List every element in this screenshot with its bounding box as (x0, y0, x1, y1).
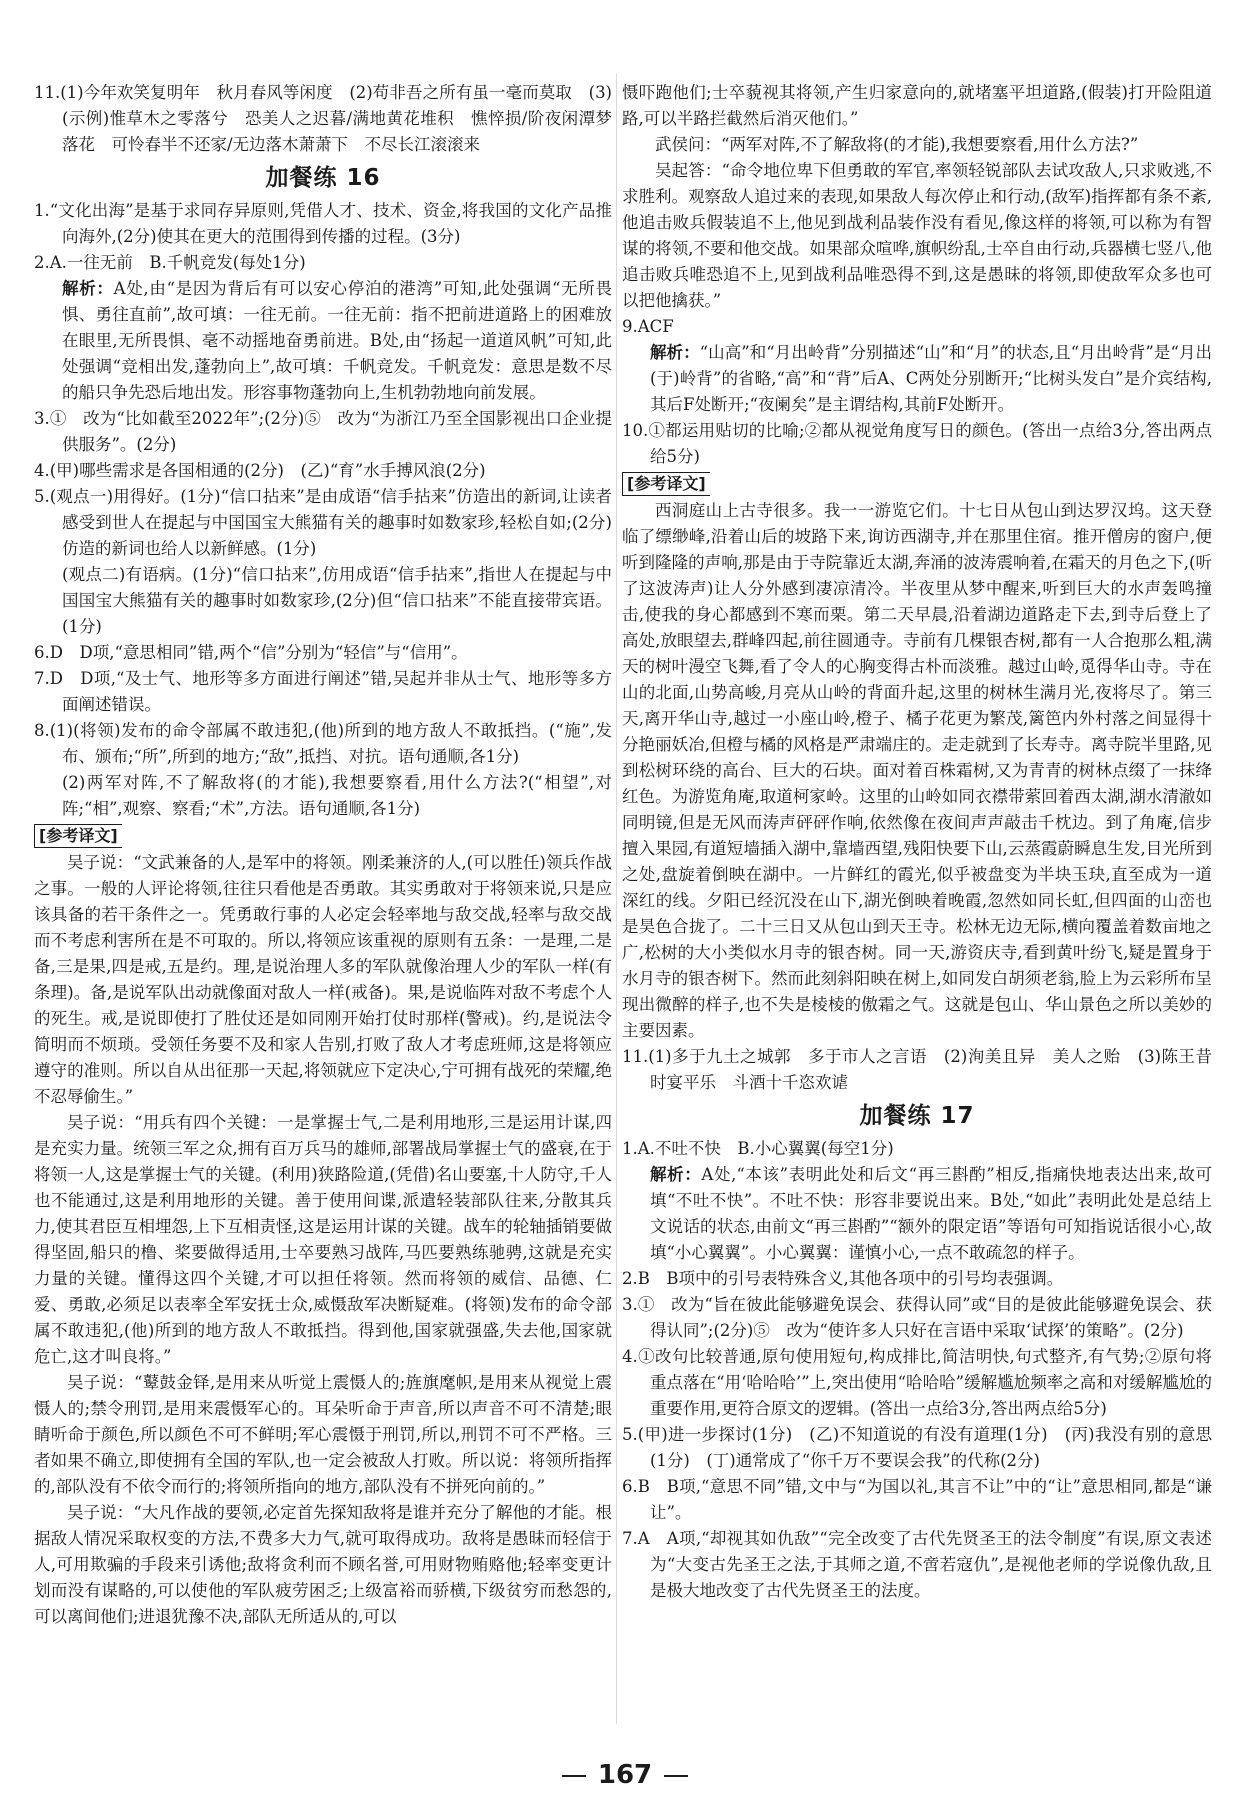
q5-view2: (观点二)有语病。(1分)“信口拈来”,仿用成语“信手拈来”,指世人在提起与中国国宝大熊猫有关的趣事时如数家珍,(2分)但“信口拈来”不能直接带宾语。(1分) (62, 565, 612, 636)
r1-analysis (622, 1162, 1212, 1266)
analysis-label: 解析： (62, 279, 114, 298)
r6-answer: 6.B B项,“意思不同”错,文中与“为国以礼,其言不让”中的“让”意思相同,都是“谦让”。 (622, 1477, 1212, 1522)
dash-left (562, 1775, 586, 1777)
q9-analysis-text: “山高”和“月出岭背”分别描述“山”和“月”的状态,且“月出岭背”是“月出(于)岭背”的省略,“高”和“背”后A、C两处分别断开;“比树头发白”是介宾结构,其后F处断开;“夜阑矣”是主谓结构,其前F处断开。 (650, 343, 1212, 414)
r1-answer: 1.A.不吐不快 B.小心翼翼(每空1分) (622, 1139, 894, 1158)
r4-answer: 4.①改句比较普通,原句使用短句,构成排比,简洁明快,句式整齐,有气势;②原句将重点落在“用‘哈哈哈’”上,突出使用“哈哈哈”缓解尴尬频率之高和对缓解尴尬的重要作用,更符合原文的逻辑。(答出一点给3分,答出两点给5分) (622, 1347, 1212, 1418)
q10-answer: 10.①都运用贴切的比喻;②都从视觉角度写日的颜色。(答出一点给3分,答出两点给5分) (622, 421, 1212, 466)
translation-poem-prose: 西洞庭山上古寺很多。我一一游览它们。十七日从包山到达罗汉坞。这天登临了缥缈峰,沿着山后的坡路下来,询访西湖寺,并在那里住宿。推开僧房的窗户,便听到隆隆的声响,那是由于寺院靠近太湖,奔涌的波涛震响着,在霜天的月色之下,(听了这波涛声)让人分外感到凄凉清冷。半夜里从梦中醒来,听到巨大的水声轰鸣撞击,使我的身心都感到不寒而栗。第二天早晨,沿着湖边道路走下去,到寺后登上了高处,放眼望去,群峰四起,前往圆通寺。寺前有几棵银杏树,都有一人合抱那么粗,满天的树叶漫空飞舞,看了令人的心胸变得古朴而淡雅。越过山岭,觅得华山寺。寺在山的北面,山势高峻,月亮从山岭的背面升起,这里的树林生满月光,夜将尽了。第三天,离开华山寺,越过一小座山岭,橙子、橘子花更为繁茂,篱笆内外村落之间显得十分艳丽妖冶,但橙与橘的风格是严肃端庄的。走走就到了长寿寺。离寺院半里路,见到松树环绕的高台、巨大的石块。面对着百株霜树,又为青青的树林点缀了一抹绛红色。为游览角庵,取道柯家岭。这里的山岭如同衣襟带萦回着西太湖,湖水清澈如同明镜,但是无风而涛声砰砰作响,依然像在夜间声声敲击千枕边。到了角庵,信步擅入果园,有道短墙插入湖中,靠墙西望,残阳快要下山,云蒸霞蔚瞬息生发,目光所到之处,盘旋着倒映在湖中。一片鲜红的霞光,似乎被盘变为半块玉玦,直至成为一道深红的线。夕阳已经沉没在山下,湖光倒映着晚霞,忽然如同长虹,但四面的山峦也是昊色合拢了。二十三日又从包山到天王寺。松林无边无际,横向覆盖着数亩地之广,松树的大小类似水月寺的银杏树。同一天,游资庆寺,看到黄叶纷飞,疑是置身于水月寺的银杏树下。然而此刻斜阳映在树上,如同发白胡须老翁,脸上为云彩所布呈现出微醉的样子,也不失是棱棱的傲霜之气。这就是包山、华山景色之所以美妙的主要因素。 (622, 501, 1212, 1040)
left-q11: 11.(1)今年欢笑复明年 秋月春风等闲度 (2)苟非吾之所有虽一毫而莫取 (3)(示例)惟草木之零落兮 恐美人之迟暮/满地黄花堆积 憔悴损/阶夜闲潭梦落花 可怜春半不还家/无边落木萧萧下 不尽长江滚滚来 (34, 83, 612, 154)
q4-answer: 4.(甲)哪些需求是各国相通的(2分) (乙)“育”水手搏风浪(2分) (34, 461, 486, 480)
translation-para-6: 吴起答：“命令地位卑下但勇敢的军官,率领轻锐部队去试攻敌人,只求败逃,不求胜利。观察敌人追过来的表现,如果敌人每次停止和行动,(敌军)指挥都有条不紊,他追击败兵假装追不上,他见到战利品装作没有看见,像这样的将领,可以称为有智谋的将领,不要和他交战。如果部众喧哗,旗帜纷乱,士卒自由行动,兵器横七竖八,他追击败兵唯恐追不上,见到战利品唯恐得不到,这是愚昧的将领,即使敌军众多也可以把他擒获。” (622, 161, 1212, 310)
r1-analysis-text: A处,“本该”表明此处和后文“再三斟酌”相反,指痛快地表达出来,故可填“不吐不快”。不吐不快：形容非要说出来。B处,“如此”表明此处是总结上文说话的状态,由前文“再三斟酌”“额外的限定语”等语句可知指说话很小心,故填“小心翼翼”。小心翼翼：谨慎小心,一点不敢疏忽的样子。 (650, 1165, 1212, 1262)
page-number: 167 (0, 1760, 1250, 1790)
q11-answer: 11.(1)多于九土之城郭 多于市人之言语 (2)洵美且异 美人之贻 (3)陈王昔时宴平乐 斗酒十千恣欢谑 (622, 1047, 1212, 1092)
q3-answer: 3.① 改为“比如截至2022年”;(2分)⑤ 改为“为浙江乃至全国影视出口企业提供服务”。(2分) (34, 409, 612, 454)
q8-1-answer: 8.(1)(将领)发布的命令部属不敢违犯,(他)所到的地方敌人不敢抵挡。(“施”,发布、颁布;“所”,所到的地方;“敌”,抵挡、对抗。语句通顺,各1分) (34, 721, 612, 766)
q7-answer: 7.D D项,“及士气、地形等多方面进行阐述”错,吴起并非从士气、地形等多方面阐述错误。 (34, 669, 612, 714)
translation-para-3: 吴子说：“鼙鼓金铎,是用来从听觉上震慑人的;旌旗麾帜,是用来从视觉上震慑人的;禁令刑罚,是用来震慑军心的。耳朵听命于声音,所以声音不可不清楚;眼睛听命于颜色,所以颜色不可不鲜明;军心震慑于刑罚,所以,刑罚不可不严格。三者如果不确立,即使拥有全国的军队,也一定会被敌人打败。所以说：将领所指挥的,部队没有不依令而行的;将领所指向的地方,部队没有不拼死向前的。” (34, 1373, 612, 1496)
right-column (622, 80, 1212, 1604)
q8-2-answer: (2)两军对阵,不了解敌将(的才能),我想要察看,用什么方法?(“相望”,对阵;“相”,观察、察看;“术”,方法。语句通顺,各1分) (62, 773, 612, 818)
translation-para-2: 吴子说：“用兵有四个关键：一是掌握士气,二是利用地形,三是运用计谋,四是充实力量。统领三军之众,拥有百万兵马的雄师,部署战局掌握士气的盛衰,在于将领一人,这是掌握士气的关键。(利用)狭路险道,(凭借)名山要塞,十人防守,千人也不能通过,这是利用地形的关键。善于使用间谍,派遣轻装部队往来,分散其兵力,使其君臣互相埋怨,上下互相责怪,这是运用计谋的关键。战车的轮轴插销要做得坚固,船只的橹、桨要做得适用,士卒要熟习战阵,马匹要熟练驰骋,这就是充实力量的关键。懂得这四个关键,才可以担任将领。然而将领的威信、品德、仁爱、勇敢,必须足以表率全军安抚士众,威慑敌军决断疑难。(将领)发布的命令部属不敢违犯,(他)所到的地方敌人不敢抵挡。得到他,国家就强盛,失去他,国家就危亡,这才叫良将。” (34, 1113, 612, 1366)
translation-para-4-cont: 慑吓跑他们;士卒藐视其将领,产生归家意向的,就堵塞平坦道路,(假装)打开险阻道路,可以半路拦截然后消灭他们。” (622, 83, 1212, 128)
reference-translation-label: [参考译文] (34, 822, 612, 850)
r3-answer: 3.① 改为“旨在彼此能够避免误会、获得认同”或“目的是彼此能够避免误会、获得认同”;(2分)⑤ 改为“使许多人只好在言语中采取‘试探’的策略”。(2分) (622, 1295, 1212, 1340)
r7-answer: 7.A A项,“却视其如仇敌”“完全改变了古代先贤圣王的法令制度”有误,原文表述为“大变古先圣王之法,于其师之道,不啻若寇仇”,是视他老师的学说像仇敌,且是极大地改变了古代先贤圣王的法度。 (622, 1529, 1212, 1600)
left-column (34, 80, 612, 1630)
q2-analysis-text: A处,由“是因为背后有可以安心停泊的港湾”可知,此处强调“无所畏惧、勇往直前”,故可填：一往无前。一往无前：指不把前进道路上的困难放在眼里,无所畏惧、毫不动摇地奋勇前进。B处,由“扬起一道道风帆”可知,此处强调“竞相出发,蓬勃向上”,故可填：千帆竞发。千帆竞发：意思是数不尽的船只争先恐后地出发。形容事物蓬勃向上,生机勃勃地向前发展。 (62, 279, 613, 402)
q6-answer: 6.D D项,“意思相同”错,两个“信”分别为“轻信”与“信用”。 (34, 643, 468, 662)
reference-translation-label: [参考译文] (622, 470, 1212, 498)
q1-answer: 1.“文化出海”是基于求同存异原则,凭借人才、技术、资金,将我国的文化产品推向海外,(2分)使其在更大的范围得到传播的过程。(3分) (34, 201, 612, 246)
r5-answer: 5.(甲)进一步探讨(1分) (乙)不知道说的有没有道理(1分) (丙)我没有别的意思(1分) (丁)通常成了“你千万不要误会我”的代称(2分) (622, 1425, 1212, 1470)
translation-para-4: 吴子说：“大凡作战的要领,必定首先探知敌将是谁并充分了解他的才能。根据敌人情况采取权变的方法,不费多大力气,就可取得成功。敌将是愚昧而轻信于人,可用欺骗的手段来引诱他;敌将贪利而不顾名誉,可用财物贿赂他;轻率变更计划而没有谋略的,可以使他的军队疲劳困乏;上级富裕而骄横,下级贫穷而愁怨的,可以离间他们;进退犹豫不决,部队无所适从的,可以 (34, 1503, 612, 1626)
heading-lesson-16: 加餐练 16 (265, 165, 381, 191)
dash-right (664, 1775, 688, 1777)
q9-analysis (622, 340, 1212, 418)
heading-lesson-17: 加餐练 17 (859, 1103, 975, 1129)
analysis-label: 解析： (650, 1165, 702, 1184)
column-divider (616, 74, 617, 1724)
r2-answer: 2.B B项中的引号表特殊含义,其他各项中的引号均表强调。 (622, 1269, 1064, 1288)
q2-answer: 2.A.一往无前 B.千帆竞发(每处1分) (34, 253, 306, 272)
q5-view1: 5.(观点一)用得好。(1分)“信口拈来”是由成语“信手拈来”仿造出的新词,让读者感受到世人在提起与中国国宝大熊猫有关的趣事时如数家珍,轻松自如;(2分)仿造的新词也给人以新鲜感。(1分) (34, 487, 612, 558)
q9-answer: 9.ACF (622, 317, 674, 336)
analysis-label: 解析： (650, 343, 700, 362)
translation-para-1: 吴子说：“文武兼备的人,是军中的将领。刚柔兼济的人,(可以胜任)领兵作战之事。一般的人评论将领,往往只看他是否勇敢。其实勇敢对于将领来说,只是应该具备的若干条件之一。凭勇敢行事的人必定会轻率地与敌交战,轻率与敌交战而不考虑利害所在是不可取的。所以,将领应该重视的原则有五条：一是理,二是备,三是果,四是戒,五是约。理,是说治理人多的军队就像治理人少的军队一样(有条理)。备,是说军队出动就像面对敌人一样(戒备)。果,是说临阵对敌不考虑个人的死生。戒,是说即使打了胜仗还是如同刚开始打仗时那样(警戒)。约,是说法令简明而不烦琐。受领任务要不及和家人告别,打败了敌人才考虑班师,这是将领应遵守的准则。所以自从出征那一天起,将领就应下定决心,宁可拥有战死的荣耀,绝不忍辱偷生。” (34, 853, 612, 1106)
translation-para-5: 武侯问：“两军对阵,不了解敌将(的才能),我想要察看,用什么方法?” (655, 135, 1139, 154)
q2-analysis (34, 276, 612, 406)
